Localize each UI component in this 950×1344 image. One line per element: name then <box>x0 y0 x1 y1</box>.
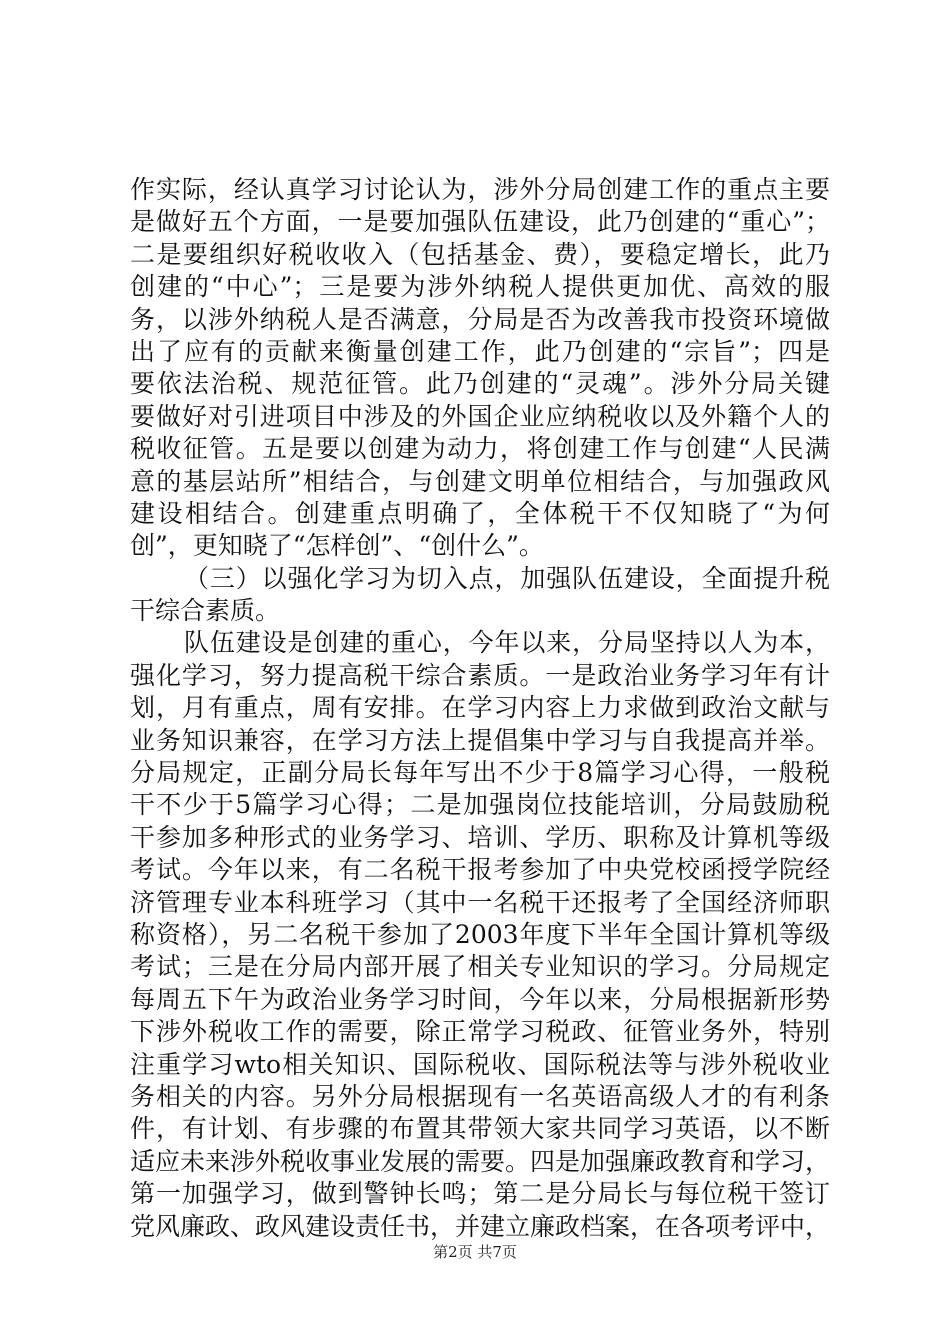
text-line: 分局规定，正副分局长每年写出不少于8篇学习心得，一般税 <box>130 758 830 788</box>
section-heading-line: （三）以强化学习为切入点，加强队伍建设，全面提升税 <box>184 563 830 593</box>
text-line: 要做好对引进项目中涉及的外国企业应纳税收以及外籍个人的 <box>130 401 830 431</box>
text-line: 建设相结合。创建重点明确了，全体税干不仅知晓了“为何 <box>130 498 830 528</box>
text-line: 业务知识兼容，在学习方法上提倡集中学习与自我提高并举。 <box>130 725 830 755</box>
text-line: 称资格），另二名税干参加了2003年度下半年全国计算机等级 <box>130 919 830 949</box>
text-line: 是做好五个方面，一是要加强队伍建设，此乃创建的“重心”； <box>130 207 830 237</box>
text-line: 意的基层站所”相结合，与创建文明单位相结合，与加强政风 <box>130 466 830 496</box>
text-line: 考试；三是在分局内部开展了相关专业知识的学习。分局规定 <box>130 952 830 982</box>
text-line: 第一加强学习，做到警钟长鸣；第二是分局长与每位税干签订 <box>130 1179 830 1209</box>
text-line: 创建的“中心”；三是要为涉外纳税人提供更加优、高效的服 <box>130 272 830 302</box>
text-line: 注重学习wto相关知识、国际税收、国际税法等与涉外税收业 <box>130 1049 830 1079</box>
section-heading-line: 干综合素质。 <box>130 596 281 626</box>
text-line: 每周五下午为政治业务学习时间，今年以来，分局根据新形势 <box>130 984 830 1014</box>
text-line: 考试。今年以来，有二名税干报考参加了中央党校函授学院经 <box>130 855 830 885</box>
text-line: 务相关的内容。另外分局根据现有一名英语高级人才的有利条 <box>130 1081 830 1111</box>
text-line: 下涉外税收工作的需要，除正常学习税政、征管业务外，特别 <box>130 1017 830 1047</box>
body-text <box>130 174 830 1243</box>
text-line: 务，以涉外纳税人是否满意，分局是否为改善我市投资环境做 <box>130 304 830 334</box>
text-line: 干参加多种形式的业务学习、培训、学历、职称及计算机等级 <box>130 822 830 852</box>
text-line: 二是要组织好税收收入（包括基金、费），要稳定增长，此乃 <box>130 239 830 269</box>
text-line: 适应未来涉外税收事业发展的需要。四是加强廉政教育和学习， <box>130 1146 831 1176</box>
text-line: 划，月有重点，周有安排。在学习内容上力求做到政治文献与 <box>130 693 830 723</box>
text-line: 税收征管。五是要以创建为动力，将创建工作与创建“人民满 <box>130 434 830 464</box>
text-line: 要依法治税、规范征管。此乃创建的“灵魂”。涉外分局关键 <box>130 369 830 399</box>
text-line: 党风廉政、政风建设责任书，并建立廉政档案，在各项考评中， <box>130 1211 831 1241</box>
text-line: 作实际，经认真学习讨论认为，涉外分局创建工作的重点主要 <box>130 175 830 204</box>
text-line: 济管理专业本科班学习（其中一名税干还报考了全国经济师职 <box>130 887 830 917</box>
text-line: 件，有计划、有步骤的布置其带领大家共同学习英语，以不断 <box>130 1114 830 1144</box>
page-footer: 第2页 共7页 <box>433 1243 517 1261</box>
text-line: 队伍建设是创建的重心，今年以来，分局坚持以人为本， <box>184 628 830 658</box>
text-line: 强化学习，努力提高税干综合素质。一是政治业务学习年有计 <box>130 660 830 690</box>
text-line: 出了应有的贡献来衡量创建工作，此乃创建的“宗旨”；四是 <box>130 336 830 366</box>
text-line: 创”，更知晓了“怎样创”、“创什么”。 <box>130 531 544 561</box>
text-line: 干不少于5篇学习心得；二是加强岗位技能培训，分局鼓励税 <box>130 790 830 820</box>
